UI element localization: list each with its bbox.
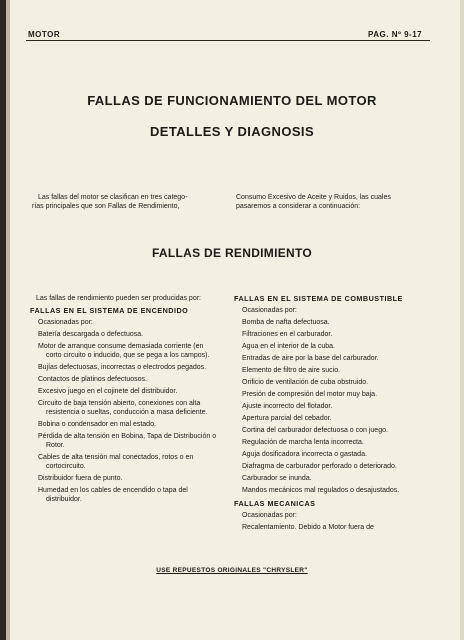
list-item: Diafragma de carburador perforado o deteriorado. [242,463,397,470]
list-item: Pérdida de alta tensión en Bobina, Tapa de Distribución o Rotor. [38,433,217,449]
page-subtitle: DETALLES Y DIAGNOSIS [149,124,315,139]
intro-right [236,193,391,211]
list-item: Circuito de baja tensión abierto, conexiones con alta resistencia o sueltas, conducción a masa deficiente. [38,400,208,416]
list-item: Entradas de aire por la base del carburador. [242,355,379,362]
list-item: Presión de compresión del motor muy baja. [242,391,378,398]
page-title: FALLAS DE FUNCIONAMIENTO DEL MOTOR [87,93,377,108]
list-item: Bujías defectuosas, incorrectas o electrodos pegados. [38,364,207,371]
header-rule [26,40,430,41]
list-item: Bobina o condensador en mal estado. [38,421,156,428]
right-heading: FALLAS EN EL SISTEMA DE COMBUSTIBLE [234,294,403,303]
right-column [234,294,430,535]
list-item: Agua en el interior de la cuba. [242,343,336,350]
list-item: Apertura parcial del cebador. [242,415,332,422]
list-item: Cortina del carburador defectuosa o con juego. [242,427,388,434]
intro-left-line: rías principales que son Fallas de Rendimiento, [32,203,180,210]
left-intro: Las fallas de rendimiento pueden ser producidas por: [36,295,201,302]
header-section: MOTOR [28,30,61,39]
list-item: Aguja dosificadora incorrecta o gastada. [242,451,367,458]
list-item: Orificio de ventilación de cuba obstruido. [242,379,369,386]
list-item: Contactos de platinos defectuosos. [38,376,147,383]
list-item: Recalentamiento. Debido a Motor fuera de [242,524,374,531]
list-item: Distribuidor fuera de punto. [38,475,123,482]
intro-left-line: Las fallas del motor se clasifican en tres catego- [38,194,188,201]
right-heading-mechanical: FALLAS MECANICAS [234,499,316,508]
right-occasional-mechanical: Ocasionadas por: [242,512,297,519]
list-item: Batería descargada o defectuosa. [38,331,144,338]
header-page-number: PAG. Nº 9-17 [368,30,423,39]
list-item: Elemento de filtro de aire sucio. [242,367,341,374]
intro-right-line: pasaremos a considerar a continuación: [236,203,361,210]
list-item: Regulación de marcha lenta incorrecta. [242,439,364,446]
list-item: Excesivo juego en el cojinete del distribuidor. [38,388,178,395]
list-item: Filtraciones en el carburador. [242,331,333,338]
left-occasional: Ocasionadas por: [38,319,93,326]
list-item: Humedad en los cables de encendido o tapa del distribuidor. [38,487,188,503]
list-item: Cables de alta tensión mal conectados, rotos o en cortocircuito. [38,454,194,470]
section-title: FALLAS DE RENDIMIENTO [151,246,313,260]
footer-note: USE REPUESTOS ORIGINALES "CHRYSLER" [156,567,308,574]
left-column [30,294,218,507]
list-item: Bomba de nafta defectuosa. [242,319,330,326]
list-item: Mandos mecánicos mal regulados o desajustados. [242,487,400,494]
list-item: Ajuste incorrecto del flotador. [242,403,333,410]
left-heading: FALLAS EN EL SISTEMA DE ENCENDIDO [30,306,189,315]
list-item: Motor de arranque consume demasiada corriente (en corto circuito o inducido, que se pega a los campos). [38,343,210,359]
right-occasional: Ocasionadas por: [242,307,297,314]
list-item: Carburador se inunda. [242,475,312,482]
intro-right-line: Consumo Excesivo de Aceite y Ruidos, las cuales [236,194,391,201]
intro-left [32,193,187,211]
